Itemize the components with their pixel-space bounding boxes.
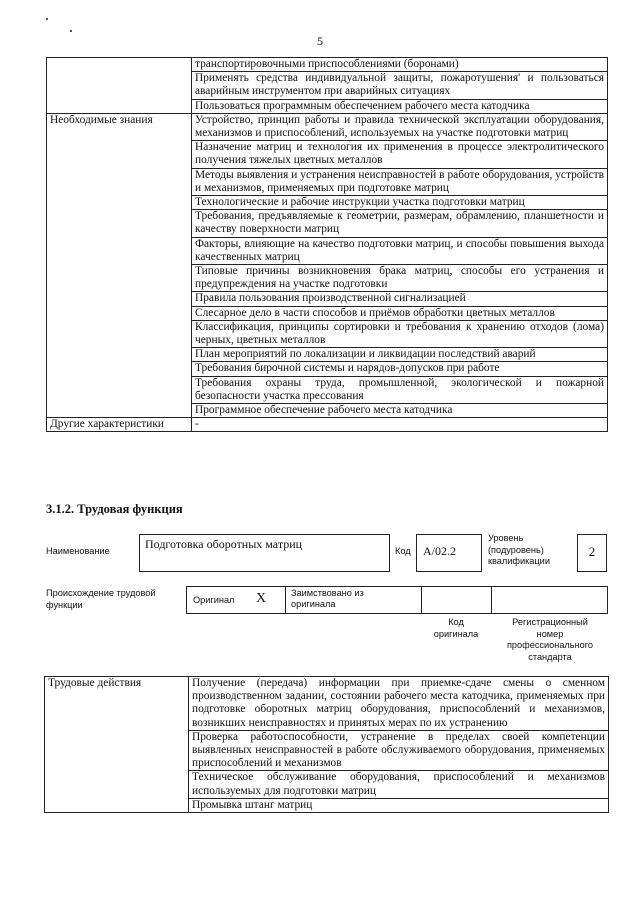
level-label-line: (подуровень) [488,544,544,555]
work-action-row: Получение (передача) информации при приемке-сдаче смены о сменном производственном задании, состоянии рабочего места катодчика, применяемых при подготовке оборотных матриц оборудования, приспособлений и механизмов, возникших неисправностях и принятых мерах по их устранению [189,677,609,731]
knowledge-table [46,57,608,432]
section-heading: 3.1.2. Трудовая функция [46,502,183,516]
borrowed-label [291,588,364,610]
function-name-box [139,534,390,572]
work-actions-table [44,676,609,813]
level-value: 2 [588,544,596,559]
skill-row: транспортировочными приспособлениями (боронами) [192,58,608,72]
knowledge-row: Устройство, принцип работы и правила технической эксплуатации оборудования, механизмов и приспособлений, используемых на участке подготовки матриц [192,113,608,140]
origin-label-line: функции [46,599,83,610]
level-box [577,534,607,572]
origin-table [186,586,608,614]
code-label: Код [395,546,411,556]
other-characteristics-value: - [192,418,608,432]
knowledge-row: Правила пользования производственной сигнализацией [192,292,608,306]
scan-speck [46,18,48,20]
registration-number-label [492,617,608,663]
knowledge-row: Факторы, влияющие на качество подготовки матриц, и способы повышения выхода качественных матриц [192,237,608,264]
scan-speck [70,30,72,32]
knowledge-row: Слесарное дело в части способов и приёмов обработки цветных металлов [192,306,608,320]
empty-label-cell [47,58,192,114]
knowledge-row: Требования бирочной системы и нарядов-допусков при работе [192,362,608,376]
borrowed-label-line: оригинала [291,599,336,609]
knowledge-row: План мероприятий по локализации и ликвидации последствий аварий [192,348,608,362]
knowledge-row: Назначение матриц и технология их применения в процессе электролитического получения тяжелых цветных металлов [192,141,608,168]
work-action-row: Промывка штанг матриц [189,798,609,812]
code-box [416,534,482,572]
knowledge-row: Классификация, принципы сортировки и требования к хранению отходов (лома) черных, цветных металлов [192,320,608,347]
original-code-label-line: оригинала [433,628,479,639]
work-action-row: Проверка работоспособности, устранение в пределах своей компетенции выявленных неисправностей в работе обслуживаемого оборудования, применяемых приспособлений и механизмов [189,730,609,771]
knowledge-label: Необходимые знания [47,113,192,417]
original-label: Оригинал [193,595,235,605]
borrowed-label-line: Заимствовано из [291,588,364,598]
page-number: 5 [317,34,323,48]
knowledge-row: Технологические и рабочие инструкции участка подготовки матриц [192,196,608,210]
level-label-line: квалификации [488,556,550,566]
other-characteristics-label: Другие характеристики [47,418,192,432]
skill-row: Применять средства индивидуальной защиты, пожаротушения' и пользоваться аварийным инструментом при аварийных ситуациях [192,72,608,99]
level-label [488,533,550,568]
original-mark: X [256,591,267,606]
registration-label-line: Регистрационный [512,617,588,627]
code-value: А/02.2 [423,544,456,558]
work-actions-label: Трудовые действия [45,677,189,813]
level-label-line: Уровень [488,533,524,543]
original-code-label-line: Код [448,617,464,627]
knowledge-row: Требования, предъявляемые к геометрии, размерам, обрамлению, планшетности и качеству поверхности матриц [192,210,608,237]
registration-label-line: профессионального [506,640,594,650]
knowledge-row: Требования охраны труда, промышленной, экологической и пожарной безопасности участка прессования [192,376,608,403]
knowledge-row: Программное обеспечение рабочего места катодчика [192,404,608,418]
origin-label-line: Происхождение трудовой [46,588,156,598]
name-label: Наименование [46,546,110,556]
origin-label [46,588,156,611]
original-code-label [426,617,486,640]
registration-label-line: стандарта [528,651,572,662]
registration-label-line: номер [536,628,564,639]
skill-row: Пользоваться программным обеспечением рабочего места катодчика [192,99,608,113]
work-action-row: Техническое обслуживание оборудования, приспособлений и механизмов используемых для подготовки матриц [189,771,609,798]
knowledge-row: Методы выявления и устранения неисправностей в работе оборудования, устройств и механизмов, применяемых при подготовке матриц [192,168,608,195]
knowledge-row: Типовые причины возникновения брака матриц, способы его устранения и предупреждения на участке подготовки [192,265,608,292]
function-name-value: Подготовка оборотных матриц [145,537,303,551]
